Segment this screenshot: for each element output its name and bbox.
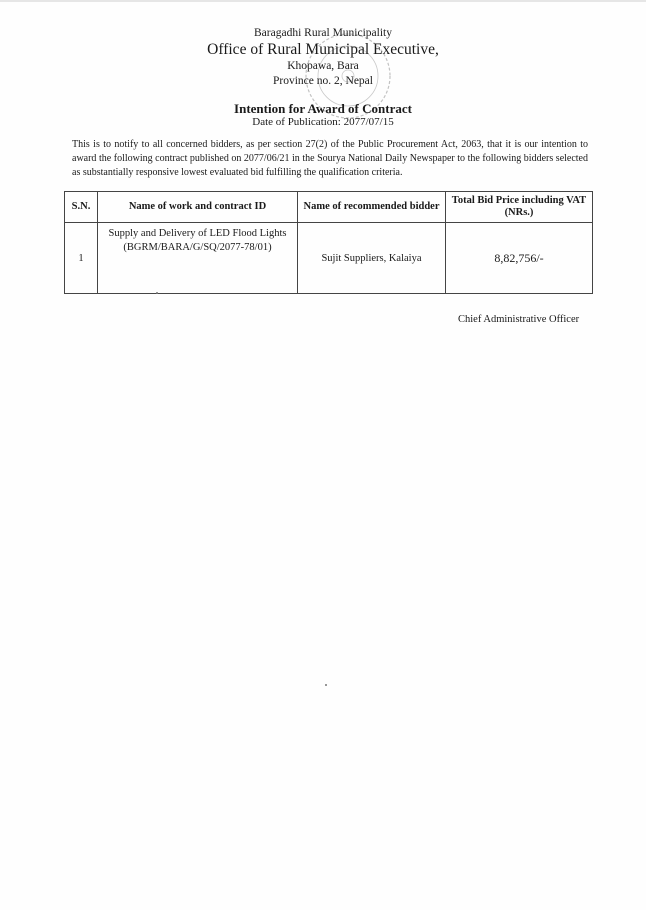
header-sn: S.N.: [65, 192, 98, 223]
office-location: Khopawa, Bara: [287, 60, 359, 72]
notice-body: This is to notify to all concerned bidders, as per section 27(2) of the Public Procurement Act, 2063, that it is our intention to award the following contract published on 2077/06/21 in the Sourya National Daily Newspaper to the following bidders selected as substantially responsive lowest evaluated bid fulfilling the qualification criteria.: [72, 139, 588, 178]
publication-date-value: 2077/07/15: [343, 116, 394, 128]
award-table: [64, 191, 593, 294]
signatory-title: Chief Administrative Officer: [458, 314, 580, 325]
municipality-name: Baragadhi Rural Municipality: [254, 27, 392, 39]
table-row: [65, 223, 593, 294]
letterhead: [0, 26, 646, 129]
scan-speck: [325, 684, 327, 686]
publication-date-label: Date of Publication:: [252, 116, 341, 128]
cell-work: [98, 223, 298, 294]
header-bidder: Name of recommended bidder: [298, 192, 446, 223]
notice-title: Intention for Award of Contract: [234, 101, 412, 116]
office-name: Office of Rural Municipal Executive,: [207, 41, 439, 58]
cell-price: 8,82,756/-: [446, 223, 593, 294]
cell-bidder: Sujit Suppliers, Kalaiya: [298, 223, 446, 294]
scan-speck: [156, 292, 158, 294]
work-name: Supply and Delivery of LED Flood Lights: [108, 228, 287, 239]
contract-id: (BGRM/BARA/G/SQ/2077-78/01): [123, 242, 272, 253]
header-work: Name of work and contract ID: [98, 192, 298, 223]
publication-date: [0, 116, 646, 129]
cell-sn: 1: [65, 223, 98, 294]
header-price: Total Bid Price including VAT (NRs.): [446, 192, 593, 223]
page-edge: [0, 0, 646, 2]
table-header-row: [65, 192, 593, 223]
office-province: Province no. 2, Nepal: [273, 75, 373, 87]
